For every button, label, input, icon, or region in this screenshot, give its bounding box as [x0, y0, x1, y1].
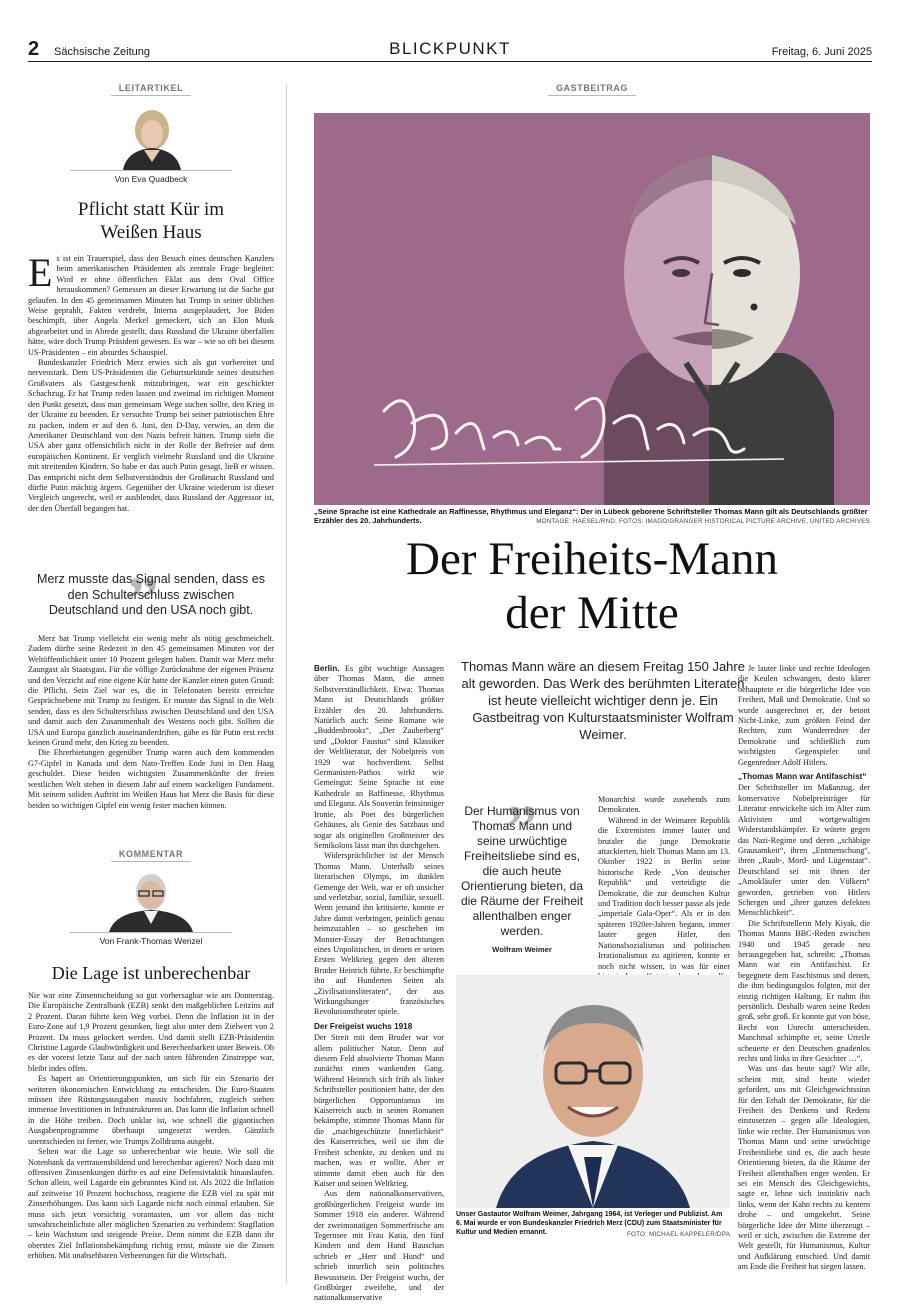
gastbeitrag-headline-line1: Der Freiheits-Mann [406, 533, 778, 585]
gastbeitrag-label-text: GASTBEITRAG [548, 83, 636, 96]
leitartikel-body-continued [28, 634, 274, 826]
wolfram-weimer-photo [456, 975, 730, 1208]
kommentar-paragraph: Es hapert an Orientierungspunkten, um sich für ein Szenario der weiteren ökonomischen Entwicklung zu entscheiden. Die Euro-Staaten müssen ihre Rüstungsausgaben massiv hochfahren, zugleich stehen immense Investitionen in Infrastrukturen an. Das kann die Inflation schnell in die Höhe treiben. Doch unklar ist, wie schnell die gigantischen Ausgabenprogramme überhaupt umgesetzt werden. Gänzlich unentschieden ist ferner, wie Trumps Zolldrama ausgeht. [28, 1074, 275, 1146]
weimer-credit: FOTO: MICHAEL KAPPELER/DPA [626, 1231, 730, 1238]
leitartikel-pull-quote: Merz musste das Signal senden, dass es den Schulterschluss zwischen Deutschland und den USA noch gibt. [37, 572, 265, 617]
weimer-caption-text: Unser Gastautor Wolfram Weimer, Jahrgang 1964, ist Verleger und Publizist. Am 6. Mai wurde er von Bundeskanzler Friedrich Merz (CDU) zum Staatsminister für Kultur und Medien ernannt. [456, 1211, 723, 1236]
gastbeitrag-column-3 [738, 664, 870, 1278]
gastbeitrag-paragraph: Je lauter linke und rechte Ideologen die Keulen schwangen, desto klarer behauptete er die bürgerliche Idee von Freiheit, Maß und Demokratie. Und so wurde ausgerechnet er, der betont Nicht-Linke, zum größten Feind der Rechten, zum Wanderredner der Demokratie und schließlich zum wichtigsten Gegenspieler und Gegenredner Adolf Hitlers. [738, 664, 870, 767]
gastbeitrag-column-2 [598, 795, 730, 969]
frank-thomas-wenzel-portrait [101, 868, 201, 932]
gastbeitrag-label [314, 83, 870, 96]
quote-mark-icon: „ [127, 531, 159, 602]
eva-quadbeck-portrait [117, 104, 187, 170]
leitartikel-paragraph: Merz hat Trump vielleicht ein wenig mehr als nötig geschmeichelt. Zudem dürfte seine Redezeit in den 45 gemeinsamen Minuten vor der Weltöffentlichkeit unter 10 Prozent gelegen haben. Damit war Merz mehr Zaungast als Staatsgast. Für die völlige Zurücknahme der eigenen Präsenz und den Verzicht auf eine eigene Kür hatte der Kanzler einen guten Grund: die Pflicht. Sein Ziel war es, die in Telefonaten bereits erreichte Gesprächsebene mit Trump zu festigen. Er musste das Signal in die Welt senden, dass es den Schulterschluss zwischen Deutschland und den USA und damit auch den Zusammenhalt des Westens noch gibt. Sollten die USA und Europa gänzlich auseinanderdriften, gäbe es für Putin erst recht keinen Grund mehr, den Krieg zu beenden. [28, 634, 274, 748]
leitartikel-headline-line2: Weißen Haus [100, 222, 202, 243]
gastbeitrag-column-1 [314, 664, 444, 1303]
column-divider [286, 84, 287, 1284]
section-rubric: BLICKPUNKT [389, 39, 511, 58]
gastbeitrag-lead: Thomas Mann wäre an diesem Freitag 150 Jahre alt geworden. Das Werk des berühmten Literaten ist heute vielleicht wichtiger denn je. Ein Gastbeitrag von Kulturstaatsminister Wolfram Weimer. [461, 659, 745, 742]
leitartikel-paragraph: s ist ein Trauerspiel, dass den Besuch eines deutschen Kanzlers beim amerikanischen Präsidenten als zentrale Frage begleitet: Wird er ohne öffentlichen Eklat aus dem Oval Office herauskommen? Gemessen an dieser Erwartung ist die Sache gut gelaufen. In den 45 gemeinsamen Minuten hat Trump in seiner üblichen Weise geprahlt, Fakten verdreht, Interna ausgeplaudert, Joe Biden beschimpft, über Angela Merkel gemeckert, sich an Elon Musk abgearbeitet und in Abrede gestellt, dass Russland die Ukraine überfallen hätte, wäre doch Trump Präsident gewesen. Es war – wie so oft bei diesem US-Präsidenten – ein absurdes Schauspiel. [28, 254, 274, 357]
leitartikel-paragraph: Bundeskanzler Friedrich Merz erwies sich als gut vorbereitet und nervenstark. Dem US-Präsidenten die Geburtsurkunde seines deutschen Großvaters als Gastgeschenk mitzubringen, war ein geschickter Schachzug. Er hat Trump reden lassen und zweimal im richtigen Moment den Punkt gesetzt, dass man gemeinsam Wege suchen sollte, den Krieg in der Ukraine zu beenden. Er versuchte Trump bei seiner patriotischen Ehre zu packen, indem er auf den 6. Juni, den D-Day, verwies, an dem die Amerikaner Deutschland von den Nazis befreit hätten. Trump sieht die USA aber ganz offensichtlich nicht in der Rolle der Befreier auf dem europäischen Kontinent. Er verglich vielmehr Russland und die Ukraine mit streitenden Kindern. So habe er das auch Putin gesagt, lieB er wissen. Das entspricht nicht dem Selbstverständnis der Großmacht Russland und dürfte Putin mächtig ärgern. Gegenüber der Ukraine wiederum ist dieser Vergleich ungerecht, weil er ausblendet, dass Russland der Aggressor ist, der den Überfall begangen hat. [28, 358, 274, 513]
kommentar-headline: Die Lage ist unberechenbar [51, 963, 251, 983]
gastbeitrag-headline-line2: der Mitte [505, 587, 679, 639]
leitartikel-body [28, 250, 274, 528]
gastbeitrag-paragraph: Es gibt wuchtige Aussagen über Thomas Mann, die atmen Selbstverständlichkeit. Etwa: Thomas Mann ist Deutschlands größter Erzähler des 20. Jahrhunderts. Natürlich auch: Seine Romane wie „Buddenbrooks“, „Der Zauberberg“ und „Doktor Faustus“ sind Klassiker der Weltliteratur, der Nobelpreis von 1929 war hochverdient. Selbst Germanisten-Pathos wirkt wie Gemeingut: Seine Sprache ist eine Kathedrale an Raffinesse, Rhythmus und Eleganz. Als Souverän feinsinniger Ironie, als Poet des bürgerlichen Gehäuses, als Genie des Satzbaus und sogar als originellen Großmeister des Semikolons lässt man ihn durchgehen. [314, 664, 444, 850]
kommentar-byline: Von Frank-Thomas Wenzel [70, 932, 232, 946]
page-header [28, 40, 872, 62]
leitartikel-byline: Von Eva Quadbeck [70, 170, 232, 184]
newspaper-name: Sächsische Zeitung [54, 46, 150, 58]
gastbeitrag-paragraph: Die Schriftstellerin Mely Kiyak, die Thomas Manns BBC-Reden zwischen 1940 und 1945 gerade neu herausgegeben hat, schreibt: „Thomas Mann war ein Antifaschist. Er begegnete dem Faschismus und denen, die ihm bedingungslos folgten, mit der einzig richtigen Haltung. Er nahm ihn persönlich. Deshalb waren seine Reden groß, sehr groß. Er konnte gut von böse, Recht von Unrecht unterscheiden. Manchmal schimpfte er, seine Urteile scheuerte er den Deutschen gnadenlos rechts und links in ihre Gesichter …“. [738, 918, 870, 1064]
wolfram-weimer-portrait [456, 975, 730, 1208]
gastbeitrag-paragraph: Der Schriftsteller im Maßanzug, der konservative Nobelpreisträger für Literatur entwickelte sich im Alter zum Aktivisten und wortgewaltigen Widerstandskämpfer. Er wütete gegen das Nazi-Regime und deren „schäbige Grausamkeit“, ihren „Entmenschung“, ihren „Raub-, Mord- und Lügenstaat“. Deutschland sei mit ihnen der „Amokläufer unter den Völkern“ geworden, getrieben von Hitlers Schergen und „ihrer ganzen defekten Menschlichkeit“. [738, 783, 870, 918]
gastbeitrag-subhead-2: „Thomas Mann war Antifaschist“ [738, 772, 867, 782]
leitartikel-headline-line1: Pflicht statt Kür im [77, 199, 225, 220]
hero-caption-text: „Seine Sprache ist eine Kathedrale an Raffinesse, Rhythmus und Eleganz“: Der in Lübeck geborene Schriftsteller Thomas Mann gilt als Deutschlands größter Erzähler des 20. Jahrhunderts. [314, 507, 868, 526]
hero-credit: MONTAGE: HAESEL/RND; FOTOS: IMAGO/GRANGER HISTORICAL PICTURE ARCHIVE, UNITED ARCHIVES [536, 518, 870, 525]
leitartikel-label-text: LEITARTIKEL [111, 83, 191, 96]
issue-date: Freitag, 6. Juni 2025 [771, 46, 872, 58]
thomas-mann-hero-image [314, 113, 870, 505]
kommentar-paragraph: Selten war die Lage so unberechenbar wie heute. Wie soll die Notenbank da vertrauensbildend und berechenbar agieren? Noch dazu mit offensiven Zinssenkungen dürfte es auf eine Defensivtaktik hinauslaufen. Schon allein, weil Lagarde ein gebranntes Kind ist. Als 2022 die Inflation auf zeitweise 10 Prozent hochschoss, reagierte die EZB viel zu spät mit Zinserhöhungen. Das kann sich Lagarde nicht noch einmal erlauben. Sie muss sich jetzt vorsichtig vorantasten, um vor allem das nicht unwahrscheinlichste aller möglichen Szenarien zu verhindern: Stagflation – kein Wachstum und steigende Preise. Denn nimmt die EZB dann ihr oberstes Ziel Inflationsbekämpfung richtig ernst, müsste sie die Zinsen erhöhen. Mit unabsehbaren Verheerungen für die Wirtschaft. [28, 1147, 274, 1261]
kommentar-body [28, 991, 274, 1271]
gastbeitrag-pull-quote: Der Humanismus von Thomas Mann und seine urwüchtige Freiheitsliebe sind es, die auch heute Orientierung bieten, da die Räume der Freiheit allenthalben enger werden. [460, 804, 584, 938]
leitartikel-headline [28, 198, 274, 244]
leitartikel-label [28, 83, 274, 96]
gastbeitrag-headline [314, 532, 870, 640]
kommentar-label [28, 849, 274, 862]
kommentar-label-text: KOMMENTAR [111, 849, 191, 862]
gastbeitrag-paragraph: Monarchist wurde zusehends zum Demokraten. [598, 795, 730, 815]
kommentar-paragraph: Nie war eine Zinsentscheidung so gut vorhersagbar wie am Donnerstag. Die Europäische Zentralbank (EZB) senkt den maßgeblichen Leitzins auf 2 Prozent. Daran führte kein Weg vorbei. Denn die Inflation ist in der Euro-Zone auf 1,9 Prozent gesunken, liegt also unter dem Zielwert von 2 Prozent. Da muss gelockert werden. Und damit stellt EZB-Präsidentin Christine Lagarde Glaubwürdigkeit und Berechenbarkeit unter Beweis. Ob es der vorerst letzte Tanz auf der nach unten führenden Zinstreppe war, bleibt indes offen. [28, 991, 274, 1073]
gastbeitrag-paragraph: Widersprüchlicher ist der Mensch Thomas Mann. Unterhalb seines literarischen Olymps, im dunklen Gemenge der Welt, war er oft unsicher und verletzbar, sozial, familiär, sexuell. Wenn jemand ihn kritisierte, konnte er Jahre damit verbringen, peinlich genau heimzuzahlen – so geschehen im Monster-Essay der Betrachtungen eines Unpolitischen, in denen er seinen Ersten Weltkrieg gegen den älteren Bruder Heinrich führte. Er beschimpfte ihn auf Hunderten Seiten als „Zivilisationsliteraten“, der aus Wirkungshunger französisches Revolutionstheater spiele. [314, 851, 444, 1017]
dateline: Berlin. [314, 664, 340, 673]
gastbeitrag-paragraph: Was uns das heute sagt? Wir alle, scheint mir, sind heute wieder gefordert, uns mit Gleichgewichtssinn für den Erhalt der Demokratie, für die Freiheit des Denkens und Redens einzusetzen – gegen alle Ideologien, linke wie rechte. Der Humanismus von Thomas Mann und seine urwüchtige Freiheitsliebe sind es, die auch heute Orientierung bieten, da die Räume der Freiheit allenthalben enger werden. Er sei ein Mensch des Gleichgewichts, sagte er, lehne sich instinktiv nach links, wenn der Kahn rechts zu kentern drohe – und umgekehrt. Seine bürgerliche Idee der Mitte überzeugt – weil er sich, zwischen die Extreme der Welt gestellt, für Humanismus, Kultur und Aufklärung entschied. Und damit am Ende die Freiheit hat siegen lassen. [738, 1064, 870, 1272]
thomas-mann-portrait-montage [314, 113, 870, 505]
gastbeitrag-paragraph: Aus dem nationalkonservativen, großbürgerlichen Freigeist wurde im Sommer 1918 ein anderer. Während der zweimonatigen Sommerfrische am Tegernsee mit Frau Katia, den fünf Kindern und dem Hund Bauschan schrieb er „Herr und Hund“ und schrieb innerlich sein politisches Bewusstsein. Der Freigeist wuchs, der Großbürger zweifelte, und der nationalkonservative [314, 1189, 444, 1303]
dropcap: E [28, 250, 53, 295]
page-number: 2 [28, 38, 40, 60]
gastbeitrag-paragraph: Der Streit mit dem Bruder war vor allem politischer Natur. Denn auf diesem Feld absolvierte Thomas Mann zunächst einen wankenden Gang. Während Heinrich sich früh als linker Schriftsteller positioniert hatte, der den bürgerlichen Opportunismus im Kaiserreich auch in seinen Romanen bekämpfte, stimmte Thomas Mann für die „machtgeschützte Innerlichkeit“ des Kaiserreiches, weil sie ihm die Freiheit schenkte, zu denken und zu machen, was er wollte. Aber er stimmte damit eben auch für den Kaiser und seinen Weltkrieg. [314, 1033, 444, 1188]
quote-mark-icon: „ [506, 759, 538, 830]
leitartikel-paragraph: Die Ehrerbietungen gegenüber Trump waren auch dem kommenden G7-Gipfel in Kanada und dem Nato-Treffen Ende Juni in Den Haag geschuldet. Diese beiden wichtigsten Zusammenkünfte der freien westlichen Welt stehen in diesem Jahr auf einem wackeligen Fundament. Mit seinem soliden Auftritt im Weißen Haus hat Merz die Basis für diese beiden so wichtigen Gipfel ein wenig fester machen können. [28, 748, 274, 810]
gastbeitrag-paragraph: Während in der Weimarer Republik die Extremisten immer lauter und brutaler die junge Demokratie attackierten, hielt Thomas Mann am 13. Oktober 1922 in Berlin seine historische Rede „Von deutscher Republik“ und verteidigte die Demokratie, die zur deutschen Kultur und Tradition doch besser passe als jede „imperiale Gala-Oper“. Als er in den späteren 1920er-Jahren begann, immer lauter gegen Hitler, den Nationalsozialismus und politischen Irrationalismus zu agitieren, konnte er noch nicht wissen, in was für einer [598, 815, 730, 971]
pull-quote-author: Wolfram Weimer [492, 945, 552, 954]
gastbeitrag-subhead-1: Der Freigeist wuchs 1918 [314, 1021, 413, 1031]
